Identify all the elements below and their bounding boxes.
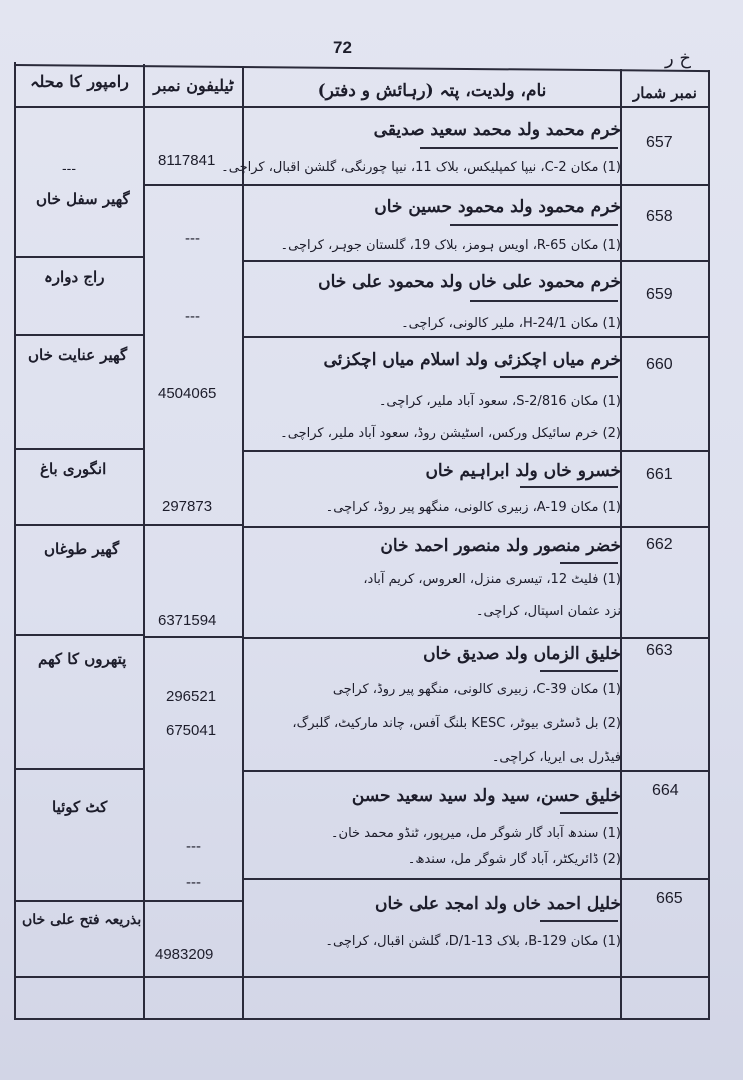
name-underline bbox=[560, 812, 618, 814]
mohalla-name: کٹ کوئیا bbox=[52, 798, 108, 816]
column-divider-phone bbox=[143, 64, 145, 1020]
phone-number: --- bbox=[186, 874, 201, 891]
phone-number: 4504065 bbox=[158, 385, 217, 402]
header-divider bbox=[14, 106, 710, 108]
serial-number: 665 bbox=[656, 890, 683, 907]
serial-number: 664 bbox=[652, 782, 679, 799]
mohalla-name: بذریعہ فتح علی خاں bbox=[22, 912, 142, 928]
header-name-address: نام، ولدیت، پتہ (رہائش و دفتر) bbox=[317, 81, 547, 101]
mohalla-divider bbox=[14, 634, 143, 636]
address-line: (1) مکان A-19، زبیری کالونی، منگھو پیر روڈ، کراچی۔ bbox=[325, 500, 621, 515]
header-serial: نمبر شمار bbox=[633, 84, 697, 102]
row-divider bbox=[242, 526, 710, 528]
address-line: (2) ڈائریکٹر، آباد گار شوگر مل، سندھ۔ bbox=[407, 852, 621, 867]
address-line: فیڈرل بی ایریا، کراچی۔ bbox=[491, 750, 621, 765]
phone-divider bbox=[143, 184, 242, 186]
row-divider bbox=[242, 336, 710, 338]
person-name: خرم میاں اچکزئی ولد اسلام میاں اچکزئی bbox=[323, 350, 621, 370]
mohalla-name: راج دوارہ bbox=[44, 268, 105, 286]
mohalla-name: گھیر عنایت خاں bbox=[28, 346, 128, 364]
row-divider bbox=[242, 770, 710, 772]
serial-number: 661 bbox=[646, 466, 673, 483]
phone-number: 6371594 bbox=[158, 612, 217, 629]
serial-number: 660 bbox=[646, 356, 673, 373]
address-line: (1) مکان S-2/816، سعود آباد ملیر، کراچی۔ bbox=[378, 394, 621, 409]
mohalla-divider bbox=[14, 334, 143, 336]
mohalla-divider bbox=[14, 524, 143, 526]
serial-number: 658 bbox=[646, 208, 673, 225]
serial-number: 663 bbox=[646, 642, 673, 659]
mohalla-name: پتھروں کا کھم bbox=[38, 650, 127, 668]
table-border-bottom bbox=[14, 1018, 710, 1020]
serial-number: 662 bbox=[646, 536, 673, 553]
address-line: (1) سندھ آباد گار شوگر مل، میرپور، ٹنڈو محمد خان۔ bbox=[330, 826, 621, 841]
row-divider bbox=[242, 878, 710, 880]
address-line: (2) خرم سائیکل ورکس، اسٹیشن روڈ، سعود آباد ملیر، کراچی۔ bbox=[280, 426, 621, 441]
address-line: (1) مکان R-65، اویس ہومز، بلاک 19، گلستان جوہر، کراچی۔ bbox=[280, 238, 621, 253]
phone-number: --- bbox=[185, 308, 200, 325]
header-phone: ٹیلیفون نمبر bbox=[153, 76, 234, 95]
person-name: خرم محمود علی خاں ولد محمود علی خاں bbox=[318, 272, 621, 292]
row-divider bbox=[242, 184, 710, 186]
phone-number: 675041 bbox=[166, 722, 217, 739]
table-border-left bbox=[14, 62, 16, 1020]
phone-divider bbox=[143, 524, 242, 526]
mohalla-name: گھیر سفل خاں bbox=[36, 190, 130, 208]
phone-number: --- bbox=[186, 838, 201, 855]
phone-number: 296521 bbox=[166, 688, 217, 705]
name-underline bbox=[540, 920, 618, 922]
address-line: (1) مکان C-39، زبیری کالونی، منگھو پیر روڈ، کراچی bbox=[332, 682, 621, 697]
person-name: خسرو خاں ولد ابراہیم خاں bbox=[425, 461, 621, 481]
name-underline bbox=[420, 147, 618, 149]
address-line: نزد عثمان اسپتال، کراچی۔ bbox=[475, 604, 621, 619]
person-name: خلیل احمد خاں ولد امجد علی خاں bbox=[375, 894, 621, 914]
person-name: خرم محمد ولد محمد سعید صدیقی bbox=[373, 120, 621, 140]
mohalla-divider bbox=[14, 768, 143, 770]
mohalla-divider bbox=[14, 448, 143, 450]
person-name: خلیق الزماں ولد صدیق خاں bbox=[423, 644, 621, 664]
row-divider bbox=[242, 637, 710, 639]
person-name: خضر منصور ولد منصور احمد خان bbox=[380, 536, 621, 556]
header-mohalla: رامپور کا محلہ bbox=[30, 72, 129, 91]
corner-mark: خ ر bbox=[665, 48, 692, 69]
serial-number: 657 bbox=[646, 134, 673, 151]
address-line: (1) مکان B-129، بلاک 13-D/1، گلشن اقبال، کراچی۔ bbox=[325, 934, 621, 949]
person-name: خلیق حسن، سید ولد سید سعید حسن bbox=[351, 786, 621, 806]
phone-number: --- bbox=[185, 230, 200, 247]
mohalla-empty: --- bbox=[62, 160, 76, 176]
phone-divider bbox=[143, 900, 242, 902]
name-underline bbox=[540, 670, 618, 672]
mohalla-divider bbox=[14, 256, 143, 258]
name-underline bbox=[560, 562, 618, 564]
phone-number: 297873 bbox=[162, 498, 213, 515]
column-divider-name bbox=[242, 66, 244, 1020]
row-divider bbox=[242, 260, 710, 262]
table-border-top bbox=[14, 64, 710, 72]
phone-number: 8117841 bbox=[158, 152, 216, 169]
name-underline bbox=[470, 300, 618, 302]
address-line: (1) مکان C-2، نیپا کمپلیکس، بلاک 11، نیپا چورنگی، گلشن اقبال، کراچی۔ bbox=[221, 160, 621, 175]
phone-divider bbox=[143, 636, 242, 638]
name-underline bbox=[500, 376, 618, 378]
address-line: (1) فلیٹ 12، تیسری منزل، العروس، کریم آباد، bbox=[363, 572, 621, 587]
name-underline bbox=[450, 224, 618, 226]
page-number: 72 bbox=[333, 38, 352, 57]
mohalla-divider bbox=[14, 900, 143, 902]
serial-number: 659 bbox=[646, 286, 673, 303]
row-divider bbox=[242, 450, 710, 452]
mohalla-name: گھیر طوغاں bbox=[44, 540, 120, 558]
mohalla-name: انگوری باغ bbox=[40, 460, 107, 478]
phone-number: 4983209 bbox=[155, 946, 214, 963]
person-name: خرم محمود ولد محمود حسین خاں bbox=[374, 197, 621, 217]
name-underline bbox=[520, 486, 618, 488]
address-line: (1) مکان H-24/1، ملیر کالونی، کراچی۔ bbox=[401, 316, 621, 331]
address-line: (2) بل ڈسٹری بیوٹر، KESC بلنگ آفس، چاند مارکیٹ، گلبرگ، bbox=[292, 716, 621, 731]
row-divider bbox=[14, 976, 710, 978]
